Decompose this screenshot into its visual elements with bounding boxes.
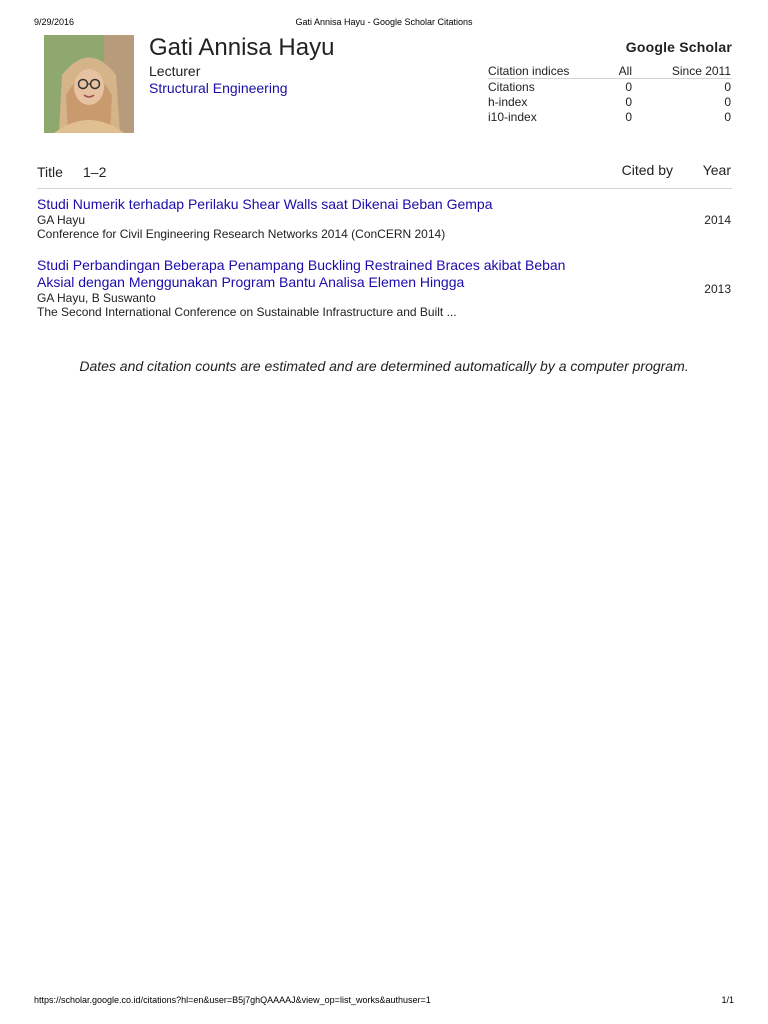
article-row bbox=[37, 196, 732, 241]
print-header bbox=[0, 17, 768, 31]
stats-all-value: 0 bbox=[625, 80, 632, 94]
article-title-link[interactable]: Studi Perbandingan Beberapa Penampang Buckling Restrained Braces akibat Beban Aksial dengan Menggunakan Program Bantu Analisa Elemen Hingga bbox=[37, 257, 566, 290]
print-url: https://scholar.google.co.id/citations?hl=en&user=B5j7ghQAAAAJ&view_op=list_works&authuser=1 bbox=[34, 995, 431, 1005]
results-range: 1–2 bbox=[83, 164, 107, 180]
stats-all-value: 0 bbox=[625, 110, 632, 124]
article-authors: GA Hayu bbox=[37, 213, 86, 227]
stats-header-since[interactable]: Since 2011 bbox=[671, 64, 731, 78]
article-venue: The Second International Conference on Sustainable Infrastructure and Built ... bbox=[37, 305, 457, 319]
print-page-number: 1/1 bbox=[721, 995, 734, 1005]
articles-table-header bbox=[37, 162, 732, 189]
cited-by-column-header[interactable]: Cited by bbox=[621, 162, 673, 178]
stats-header-label: Citation indices bbox=[488, 64, 570, 78]
avatar bbox=[44, 35, 134, 133]
estimation-disclaimer: Dates and citation counts are estimated and are determined automatically by a computer program. bbox=[79, 358, 689, 374]
stats-label: i10-index bbox=[488, 110, 537, 124]
stats-since-value: 0 bbox=[724, 95, 731, 109]
stats-row-citations bbox=[488, 80, 732, 95]
stats-row-h-index bbox=[488, 95, 732, 110]
print-page-title: Gati Annisa Hayu - Google Scholar Citations bbox=[295, 17, 473, 27]
article-row bbox=[37, 257, 732, 319]
article-year: 2014 bbox=[704, 213, 731, 227]
stats-since-value: 0 bbox=[724, 110, 731, 124]
article-title-link[interactable]: Studi Numerik terhadap Perilaku Shear Walls saat Dikenai Beban Gempa bbox=[37, 196, 493, 212]
profile-role: Lecturer bbox=[149, 63, 201, 79]
stats-header-all[interactable]: All bbox=[618, 64, 632, 78]
google-scholar-logo[interactable]: Google Scholar bbox=[625, 39, 732, 55]
profile-field-link[interactable]: Structural Engineering bbox=[149, 80, 288, 96]
stats-all-value: 0 bbox=[625, 95, 632, 109]
article-year: 2013 bbox=[704, 282, 731, 296]
year-column-header[interactable]: Year bbox=[702, 162, 731, 178]
article-venue: Conference for Civil Engineering Research Networks 2014 (ConCERN 2014) bbox=[37, 227, 446, 241]
citation-stats-table bbox=[488, 64, 732, 125]
stats-label: Citations bbox=[488, 80, 535, 94]
profile-name: Gati Annisa Hayu bbox=[149, 34, 335, 61]
article-authors: GA Hayu, B Suswanto bbox=[37, 291, 156, 305]
stats-header-row bbox=[488, 64, 732, 79]
stats-row-i10-index bbox=[488, 110, 732, 125]
stats-label: h-index bbox=[488, 95, 528, 109]
title-column-header[interactable]: Title bbox=[37, 164, 63, 180]
stats-since-value: 0 bbox=[724, 80, 731, 94]
print-date: 9/29/2016 bbox=[34, 17, 75, 27]
